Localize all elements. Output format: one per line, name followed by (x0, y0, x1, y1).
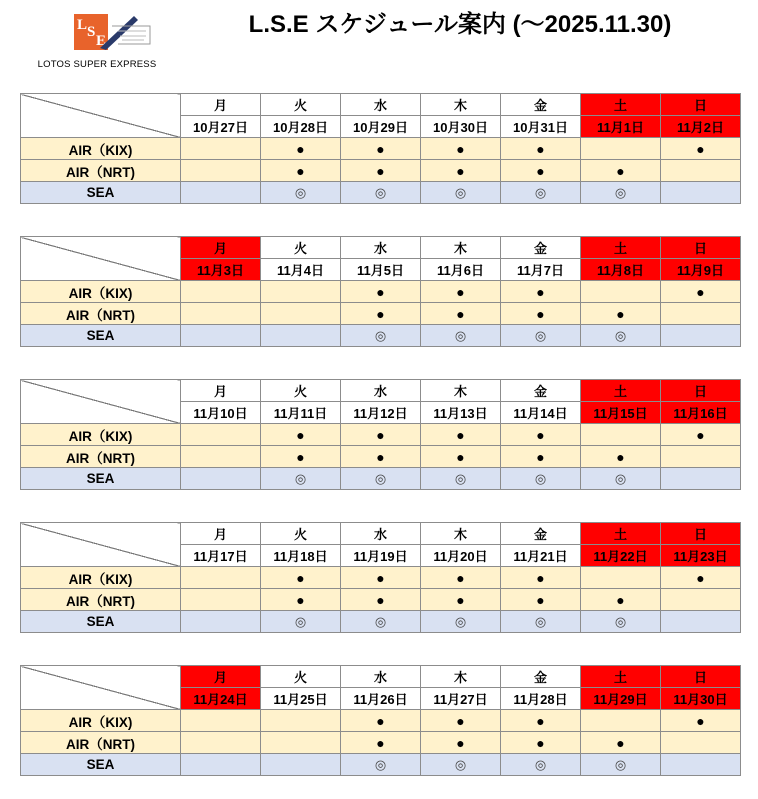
air-schedule-mark (181, 160, 261, 182)
air-schedule-mark (181, 446, 261, 468)
air-schedule-mark: ● (661, 424, 741, 446)
date-label: 11月17日 (181, 545, 261, 567)
weekday-label: 水 (341, 523, 421, 545)
weekday-label: 日 (661, 666, 741, 688)
weekday-label: 火 (261, 94, 341, 116)
air-nrt-row (21, 589, 741, 611)
air-schedule-mark (181, 589, 261, 611)
sea-schedule-mark (181, 468, 261, 490)
corner-diagonal-cell (21, 380, 181, 424)
air-schedule-mark: ● (261, 160, 341, 182)
air-schedule-mark (661, 160, 741, 182)
date-label: 11月12日 (341, 402, 421, 424)
air-nrt-row (21, 732, 741, 754)
sea-schedule-mark (661, 182, 741, 204)
air-schedule-mark (661, 446, 741, 468)
service-label: SEA (21, 468, 181, 490)
date-label: 10月29日 (341, 116, 421, 138)
date-label: 10月30日 (421, 116, 501, 138)
sea-schedule-mark (661, 325, 741, 347)
sea-schedule-mark: ◎ (501, 754, 581, 776)
sea-schedule-mark: ◎ (421, 325, 501, 347)
air-schedule-mark (181, 138, 261, 160)
date-label: 11月11日 (261, 402, 341, 424)
date-label: 11月26日 (341, 688, 421, 710)
air-schedule-mark: ● (341, 732, 421, 754)
weekday-label: 土 (581, 523, 661, 545)
sea-schedule-mark (261, 754, 341, 776)
weekday-label: 月 (181, 94, 261, 116)
air-schedule-mark: ● (341, 567, 421, 589)
air-schedule-mark: ● (421, 281, 501, 303)
weekday-label: 木 (421, 237, 501, 259)
date-label: 11月20日 (421, 545, 501, 567)
weekday-label: 月 (181, 380, 261, 402)
air-schedule-mark (181, 567, 261, 589)
weekday-label: 火 (261, 523, 341, 545)
date-label: 11月9日 (661, 259, 741, 281)
weekday-label: 金 (501, 523, 581, 545)
air-schedule-mark: ● (341, 424, 421, 446)
air-schedule-mark: ● (261, 138, 341, 160)
weekday-label: 火 (261, 666, 341, 688)
air-schedule-mark (661, 732, 741, 754)
week-table (20, 236, 741, 347)
air-schedule-mark: ● (581, 160, 661, 182)
air-schedule-mark: ● (581, 589, 661, 611)
date-label: 11月6日 (421, 259, 501, 281)
air-schedule-mark: ● (341, 710, 421, 732)
sea-schedule-mark: ◎ (341, 182, 421, 204)
service-label: AIR（KIX) (21, 281, 181, 303)
company-logo (22, 6, 172, 72)
service-label: AIR（KIX) (21, 424, 181, 446)
air-nrt-row (21, 303, 741, 325)
weekday-label: 水 (341, 380, 421, 402)
weekday-label: 水 (341, 94, 421, 116)
air-schedule-mark: ● (421, 446, 501, 468)
air-schedule-mark (581, 281, 661, 303)
sea-schedule-mark (181, 325, 261, 347)
air-schedule-mark: ● (661, 281, 741, 303)
air-schedule-mark: ● (501, 589, 581, 611)
sea-schedule-mark: ◎ (421, 182, 501, 204)
sea-row (21, 182, 741, 204)
air-schedule-mark: ● (421, 710, 501, 732)
weekday-label: 木 (421, 380, 501, 402)
air-schedule-mark: ● (341, 446, 421, 468)
air-schedule-mark (181, 281, 261, 303)
weekday-label: 金 (501, 666, 581, 688)
air-schedule-mark: ● (421, 424, 501, 446)
date-label: 11月2日 (661, 116, 741, 138)
air-schedule-mark: ● (501, 303, 581, 325)
sea-schedule-mark: ◎ (421, 611, 501, 633)
weekday-label: 水 (341, 237, 421, 259)
air-schedule-mark: ● (501, 446, 581, 468)
weekday-label: 木 (421, 523, 501, 545)
sea-schedule-mark (661, 468, 741, 490)
service-label: AIR（NRT) (21, 303, 181, 325)
sea-schedule-mark (181, 611, 261, 633)
date-label: 11月28日 (501, 688, 581, 710)
lse-logo-icon (72, 12, 152, 52)
weekday-label: 土 (581, 237, 661, 259)
sea-schedule-mark: ◎ (581, 182, 661, 204)
week-table (20, 379, 741, 490)
corner-diagonal-cell (21, 666, 181, 710)
air-schedule-mark: ● (501, 710, 581, 732)
weekday-label: 木 (421, 94, 501, 116)
date-label: 11月22日 (581, 545, 661, 567)
air-schedule-mark: ● (261, 567, 341, 589)
air-schedule-mark (261, 732, 341, 754)
sea-row (21, 325, 741, 347)
air-schedule-mark: ● (581, 732, 661, 754)
date-label: 11月29日 (581, 688, 661, 710)
sea-schedule-mark: ◎ (581, 611, 661, 633)
sea-schedule-mark: ◎ (261, 468, 341, 490)
weekday-label: 土 (581, 380, 661, 402)
date-label: 11月5日 (341, 259, 421, 281)
date-label: 11月3日 (181, 259, 261, 281)
air-schedule-mark: ● (261, 446, 341, 468)
air-schedule-mark: ● (661, 710, 741, 732)
sea-schedule-mark: ◎ (581, 325, 661, 347)
weekday-label: 火 (261, 380, 341, 402)
date-label: 11月4日 (261, 259, 341, 281)
service-label: AIR（NRT) (21, 732, 181, 754)
weekday-label: 土 (581, 94, 661, 116)
sea-schedule-mark: ◎ (261, 611, 341, 633)
air-kix-row (21, 281, 741, 303)
page-title: L.S.E スケジュール案内 (～2025.11.30) (248, 11, 672, 38)
air-schedule-mark (661, 589, 741, 611)
weekday-label: 日 (661, 380, 741, 402)
weekday-label: 金 (501, 380, 581, 402)
svg-text:E: E (96, 33, 107, 49)
date-label: 11月1日 (581, 116, 661, 138)
weekday-label: 金 (501, 237, 581, 259)
service-label: AIR（KIX) (21, 138, 181, 160)
air-schedule-mark: ● (341, 589, 421, 611)
sea-schedule-mark: ◎ (581, 468, 661, 490)
air-schedule-mark: ● (261, 589, 341, 611)
air-schedule-mark (181, 732, 261, 754)
service-label: SEA (21, 611, 181, 633)
service-label: AIR（NRT) (21, 160, 181, 182)
air-schedule-mark: ● (341, 138, 421, 160)
air-schedule-mark (261, 281, 341, 303)
svg-text:S: S (87, 24, 96, 40)
sea-schedule-mark: ◎ (501, 325, 581, 347)
date-label: 11月7日 (501, 259, 581, 281)
service-label: SEA (21, 754, 181, 776)
week-table (20, 93, 741, 204)
air-schedule-mark: ● (421, 138, 501, 160)
date-label: 10月27日 (181, 116, 261, 138)
air-schedule-mark (581, 424, 661, 446)
service-label: AIR（KIX) (21, 710, 181, 732)
air-schedule-mark: ● (581, 446, 661, 468)
sea-schedule-mark: ◎ (341, 325, 421, 347)
air-kix-row (21, 138, 741, 160)
week-table (20, 665, 741, 776)
date-label: 11月27日 (421, 688, 501, 710)
air-kix-row (21, 424, 741, 446)
air-schedule-mark: ● (581, 303, 661, 325)
sea-schedule-mark (261, 325, 341, 347)
air-schedule-mark: ● (421, 589, 501, 611)
weekday-label: 土 (581, 666, 661, 688)
weekday-label: 水 (341, 666, 421, 688)
service-label: AIR（NRT) (21, 589, 181, 611)
air-schedule-mark: ● (501, 567, 581, 589)
sea-schedule-mark (181, 754, 261, 776)
weekday-label: 日 (661, 94, 741, 116)
weekday-label: 火 (261, 237, 341, 259)
sea-schedule-mark (661, 611, 741, 633)
air-schedule-mark: ● (421, 303, 501, 325)
air-schedule-mark (261, 710, 341, 732)
weekday-label: 金 (501, 94, 581, 116)
air-schedule-mark (581, 138, 661, 160)
sea-row (21, 468, 741, 490)
air-nrt-row (21, 160, 741, 182)
sea-row (21, 611, 741, 633)
air-schedule-mark: ● (661, 567, 741, 589)
air-schedule-mark: ● (501, 732, 581, 754)
air-schedule-mark: ● (501, 138, 581, 160)
date-label: 11月18日 (261, 545, 341, 567)
air-nrt-row (21, 446, 741, 468)
air-schedule-mark (181, 303, 261, 325)
air-schedule-mark: ● (421, 732, 501, 754)
weekday-header-row (21, 94, 741, 116)
date-label: 11月10日 (181, 402, 261, 424)
corner-diagonal-cell (21, 237, 181, 281)
air-schedule-mark: ● (341, 303, 421, 325)
air-schedule-mark (181, 710, 261, 732)
sea-schedule-mark: ◎ (341, 754, 421, 776)
air-schedule-mark: ● (421, 567, 501, 589)
date-label: 11月23日 (661, 545, 741, 567)
date-label: 11月13日 (421, 402, 501, 424)
date-label: 11月30日 (661, 688, 741, 710)
air-schedule-mark (661, 303, 741, 325)
weekday-header-row (21, 237, 741, 259)
sea-schedule-mark: ◎ (501, 468, 581, 490)
weekday-header-row (21, 380, 741, 402)
service-label: AIR（NRT) (21, 446, 181, 468)
air-schedule-mark (581, 567, 661, 589)
weekday-label: 日 (661, 237, 741, 259)
sea-schedule-mark: ◎ (501, 611, 581, 633)
air-schedule-mark: ● (421, 160, 501, 182)
date-label: 10月28日 (261, 116, 341, 138)
sea-schedule-mark (661, 754, 741, 776)
sea-schedule-mark (181, 182, 261, 204)
air-schedule-mark (581, 710, 661, 732)
sea-schedule-mark: ◎ (341, 611, 421, 633)
svg-text:L: L (77, 17, 88, 33)
service-label: SEA (21, 182, 181, 204)
weekday-header-row (21, 523, 741, 545)
sea-row (21, 754, 741, 776)
sea-schedule-mark: ◎ (261, 182, 341, 204)
air-schedule-mark: ● (501, 160, 581, 182)
weekday-label: 日 (661, 523, 741, 545)
week-table (20, 522, 741, 633)
date-label: 11月25日 (261, 688, 341, 710)
service-label: AIR（KIX) (21, 567, 181, 589)
corner-diagonal-cell (21, 523, 181, 567)
air-schedule-mark: ● (501, 281, 581, 303)
date-label: 11月14日 (501, 402, 581, 424)
air-schedule-mark: ● (341, 160, 421, 182)
date-label: 11月16日 (661, 402, 741, 424)
date-label: 11月24日 (181, 688, 261, 710)
weekday-label: 月 (181, 237, 261, 259)
service-label: SEA (21, 325, 181, 347)
sea-schedule-mark: ◎ (581, 754, 661, 776)
date-label: 11月8日 (581, 259, 661, 281)
air-schedule-mark: ● (501, 424, 581, 446)
weekday-label: 木 (421, 666, 501, 688)
date-label: 11月19日 (341, 545, 421, 567)
date-label: 10月31日 (501, 116, 581, 138)
weekday-header-row (21, 666, 741, 688)
weekday-label: 月 (181, 523, 261, 545)
air-kix-row (21, 567, 741, 589)
air-schedule-mark: ● (341, 281, 421, 303)
corner-diagonal-cell (21, 94, 181, 138)
air-schedule-mark: ● (661, 138, 741, 160)
sea-schedule-mark: ◎ (501, 182, 581, 204)
sea-schedule-mark: ◎ (341, 468, 421, 490)
date-label: 11月21日 (501, 545, 581, 567)
air-kix-row (21, 710, 741, 732)
date-label: 11月15日 (581, 402, 661, 424)
logo-company-name: LOTOS SUPER EXPRESS (37, 59, 157, 70)
air-schedule-mark: ● (261, 424, 341, 446)
weekday-label: 月 (181, 666, 261, 688)
air-schedule-mark (181, 424, 261, 446)
air-schedule-mark (261, 303, 341, 325)
sea-schedule-mark: ◎ (421, 468, 501, 490)
sea-schedule-mark: ◎ (421, 754, 501, 776)
